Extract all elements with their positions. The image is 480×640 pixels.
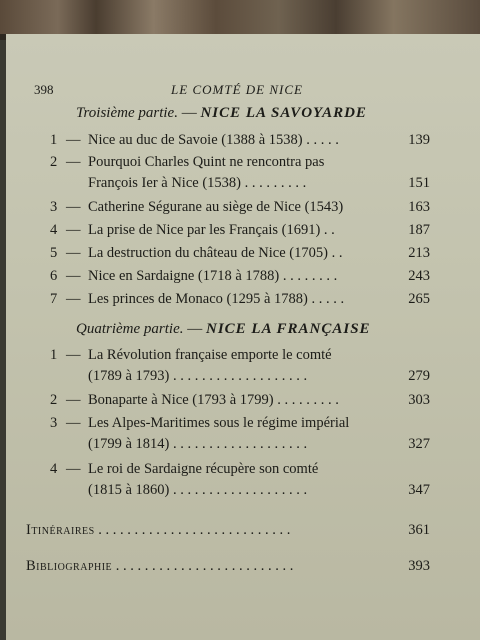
entry-text: La prise de Nice par les Français (1691) . . bbox=[88, 222, 335, 238]
entry-page: 243 bbox=[408, 268, 430, 284]
entry-text: Les Alpes-Maritimes sous le régime impérial bbox=[88, 415, 350, 431]
part-dash: — bbox=[187, 321, 203, 337]
page-header bbox=[34, 82, 440, 100]
section-dots: . . . . . . . . . . . . . . . . . . . . . . . . . . . bbox=[94, 522, 291, 538]
page-number: 398 bbox=[34, 82, 54, 97]
entry-dash: — bbox=[66, 347, 81, 363]
entry-page: 279 bbox=[408, 368, 430, 384]
entry-number: 2 bbox=[50, 154, 58, 170]
book-page bbox=[6, 34, 480, 640]
entry-text: Les princes de Monaco (1295 à 1788) . . . . . bbox=[88, 291, 345, 307]
entry-page: 347 bbox=[408, 482, 430, 498]
entry-page: 327 bbox=[408, 436, 430, 452]
toc-entry[interactable] bbox=[50, 266, 430, 287]
entry-dash: — bbox=[66, 415, 81, 431]
toc-entry[interactable] bbox=[50, 197, 430, 218]
entry-page: 139 bbox=[408, 132, 430, 148]
section-dots: . . . . . . . . . . . . . . . . . . . . . . . . . bbox=[112, 558, 294, 574]
entry-text: (1789 à 1793) . . . . . . . . . . . . . . . . . . . bbox=[88, 368, 308, 384]
entry-number: 7 bbox=[50, 291, 58, 307]
entry-text: Nice en Sardaigne (1718 à 1788) . . . . . . . . bbox=[88, 268, 338, 284]
entry-text: (1799 à 1814) . . . . . . . . . . . . . . . . . . . bbox=[88, 436, 308, 452]
entry-number: 2 bbox=[50, 392, 58, 408]
toc-section-bibliographie[interactable] bbox=[26, 556, 430, 577]
entry-number: 1 bbox=[50, 132, 58, 148]
part-dash: — bbox=[181, 105, 197, 121]
entry-number: 5 bbox=[50, 245, 58, 261]
entry-text: (1815 à 1860) . . . . . . . . . . . . . . . . . . . bbox=[88, 482, 308, 498]
entry-page: 151 bbox=[408, 175, 430, 191]
entry-text: Le roi de Sardaigne récupère son comté bbox=[88, 461, 319, 477]
entry-text: La destruction du château de Nice (1705) . . bbox=[88, 245, 343, 261]
part-label: Quatrième partie. bbox=[76, 321, 184, 337]
entry-dash: — bbox=[66, 392, 81, 408]
toc-entry[interactable] bbox=[50, 459, 430, 501]
entry-dash: — bbox=[66, 222, 81, 238]
toc-entry[interactable] bbox=[50, 413, 430, 455]
entry-page: 265 bbox=[408, 291, 430, 307]
entry-page: 187 bbox=[408, 222, 430, 238]
part-title-quatrieme bbox=[76, 321, 371, 338]
section-page: 393 bbox=[408, 558, 430, 574]
entry-dash: — bbox=[66, 461, 81, 477]
toc-entry[interactable] bbox=[50, 152, 430, 194]
toc-entry[interactable] bbox=[50, 220, 430, 241]
part-label: Troisième partie. bbox=[76, 105, 178, 121]
entry-page: 163 bbox=[408, 199, 430, 215]
entry-number: 6 bbox=[50, 268, 58, 284]
entry-number: 4 bbox=[50, 461, 58, 477]
entry-text: François Ier à Nice (1538) . . . . . . . . . bbox=[88, 175, 307, 191]
part-name: NICE LA FRANÇAISE bbox=[205, 321, 371, 337]
entry-dash: — bbox=[66, 268, 81, 284]
toc-section-itineraires[interactable] bbox=[26, 520, 430, 541]
entry-number: 3 bbox=[50, 199, 58, 215]
entry-number: 4 bbox=[50, 222, 58, 238]
entry-text: Pourquoi Charles Quint ne rencontra pas bbox=[88, 154, 325, 170]
toc-entry[interactable] bbox=[50, 390, 430, 411]
toc-entry[interactable] bbox=[50, 243, 430, 264]
part-name: NICE LA SAVOYARDE bbox=[200, 105, 367, 121]
running-head: LE COMTÉ DE NICE bbox=[171, 82, 303, 97]
entry-dash: — bbox=[66, 132, 81, 148]
toc-entry[interactable] bbox=[50, 345, 430, 387]
entry-dash: — bbox=[66, 154, 81, 170]
section-label: Bibliographie bbox=[26, 558, 113, 574]
part-title-troisieme bbox=[76, 105, 367, 122]
toc-entry[interactable] bbox=[50, 289, 430, 310]
entry-text: Bonaparte à Nice (1793 à 1799) . . . . . . . . . bbox=[88, 392, 339, 408]
entry-number: 3 bbox=[50, 415, 58, 431]
entry-dash: — bbox=[66, 245, 81, 261]
entry-page: 213 bbox=[408, 245, 430, 261]
entry-text: La Révolution française emporte le comté bbox=[88, 347, 332, 363]
entry-text: Catherine Ségurane au siège de Nice (1543) bbox=[88, 199, 344, 215]
section-label: Itinéraires bbox=[26, 522, 95, 538]
entry-text: Nice au duc de Savoie (1388 à 1538) . . . . . bbox=[88, 132, 339, 148]
entry-number: 1 bbox=[50, 347, 58, 363]
section-page: 361 bbox=[408, 522, 430, 538]
entry-dash: — bbox=[66, 291, 81, 307]
toc-entry[interactable] bbox=[50, 130, 430, 151]
entry-page: 303 bbox=[408, 392, 430, 408]
entry-dash: — bbox=[66, 199, 81, 215]
